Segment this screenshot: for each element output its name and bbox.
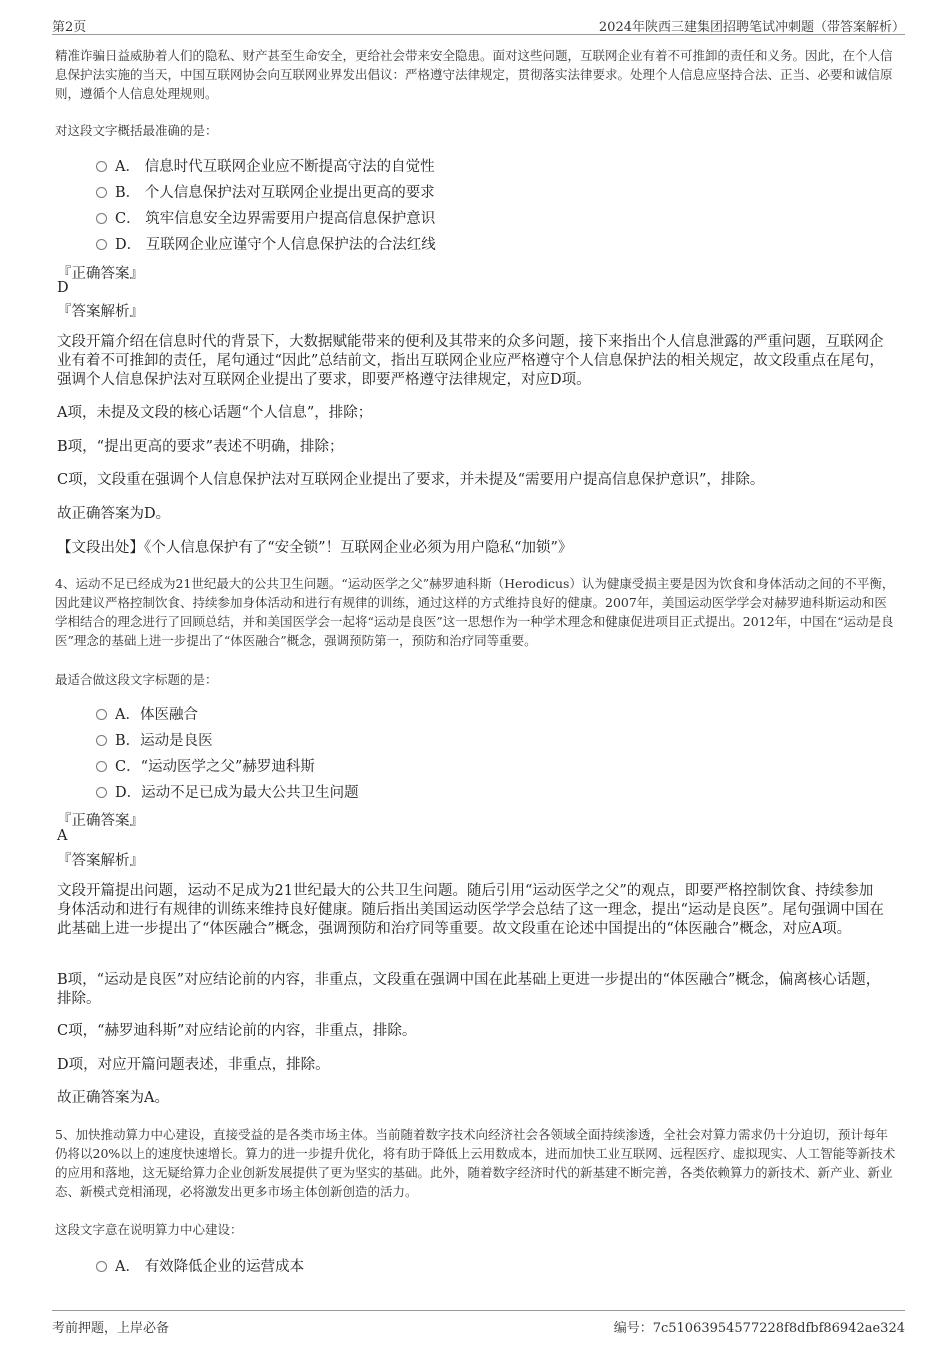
document-title: 2024年陕西三建集团招聘笔试冲刺题（带答案解析） bbox=[598, 20, 905, 35]
q4-analysis-c: C项，“赫罗迪科斯”对应结论前的内容，非重点，排除。 bbox=[57, 1023, 417, 1039]
q4-analysis-main: 文段开篇提出问题，运动不足成为21世纪最大的公共卫生问题。随后引用“运动医学之父”的观点，即要严格控制饮食、持续参加身体活动和进行有规律的训练来维持良好健康。随后指出美国运动医学学会总结了这一理念，提出“运动是良医”。尾句强调中国在此基础上进一步提出了“体医融合”概念，强调预防和治疗同等重要。故文段重在论述中国提出的“体医融合”概念，对应A项。 bbox=[57, 883, 884, 937]
q3-answer: D bbox=[57, 280, 69, 296]
q5-question: 这段文字意在说明算力中心建设： bbox=[55, 1222, 243, 1237]
radio-icon[interactable] bbox=[96, 239, 107, 250]
radio-icon[interactable] bbox=[96, 709, 107, 720]
q3-question: 对这段文字概括最准确的是： bbox=[55, 123, 218, 138]
radio-icon[interactable] bbox=[96, 761, 107, 772]
radio-icon[interactable] bbox=[96, 735, 107, 746]
q4-question: 最适合做这段文字标题的是： bbox=[55, 672, 218, 687]
footer-slogan: 考前押题，上岸必备 bbox=[52, 1321, 170, 1336]
q3-source: 【文段出处】《个人信息保护有了“安全锁”！互联网企业必须为用户隐私“加锁”》 bbox=[57, 540, 573, 556]
q3-analysis-main: 文段开篇介绍在信息时代的背景下，大数据赋能带来的便利及其带来的众多问题，接下来指出个人信息泄露的严重问题，互联网企业有着不可推卸的责任，尾句通过“因此”总结前文，指出互联网企业应严格遵守个人信息保护法的相关规定，故文段重点在尾句，强调个人信息保护法对互联网企业提出了要求，即要严格遵守法律规定，对应D项。 bbox=[57, 334, 884, 388]
q4-option-d[interactable]: D．运动不足已成为最大公共卫生问题 bbox=[96, 781, 359, 802]
q3-option-b[interactable]: B． 个人信息保护法对互联网企业提出更高的要求 bbox=[96, 181, 435, 202]
q4-option-a[interactable]: A．体医融合 bbox=[96, 703, 198, 724]
page-number: 第2页 bbox=[52, 20, 87, 35]
q3-option-d[interactable]: D． 互联网企业应谨守个人信息保护法的合法红线 bbox=[96, 233, 436, 254]
q4-conclusion: 故正确答案为A。 bbox=[57, 1090, 169, 1106]
q4-analysis-d: D项，对应开篇问题表述，非重点，排除。 bbox=[57, 1057, 330, 1073]
q4-answer-label: 『正确答案』 bbox=[57, 813, 144, 829]
q4-option-b[interactable]: B．运动是良医 bbox=[96, 729, 213, 750]
q3-option-a[interactable]: A． 信息时代互联网企业应不断提高守法的自觉性 bbox=[96, 155, 435, 176]
q4-passage: 4、运动不足已经成为21世纪最大的公共卫生问题。“运动医学之父”赫罗迪科斯（Herodicus）认为健康受损主要是因为饮食和身体活动之间的不平衡，因此建议严格控制饮食、持续参加身体活动和进行有规律的训练，通过这样的方式维持良好的健康。2007年，美国运动医学学会对赫罗迪科斯运动和医学相结合的理念进行了回顾总结，并和美国医学会一起将“运动是良医”这一思想作为一种学术理念和健康促进项目正式提出。2012年，中国在“运动是良医”理念的基础上进一步提出了“体医融合”概念，强调预防第一，预防和治疗同等重要。 bbox=[55, 576, 895, 648]
q3-passage: 精准诈骗日益威胁着人们的隐私、财产甚至生命安全，更给社会带来安全隐患。面对这些问题，互联网企业有着不可推卸的责任和义务。因此，在个人信息保护法实施的当天，中国互联网协会向互联网业界发出倡议：严格遵守法律规定，贯彻落实法律要求。处理个人信息应坚持合法、正当、必要和诚信原则，遵循个人信息处理规则。 bbox=[55, 48, 893, 101]
radio-icon[interactable] bbox=[96, 187, 107, 198]
q3-analysis-b: B项，“提出更高的要求”表述不明确，排除； bbox=[57, 439, 344, 455]
document-id: 编号：7c51063954577228f8dfbf86942ae324 bbox=[613, 1321, 905, 1336]
q4-option-c[interactable]: C．“运动医学之父”赫罗迪科斯 bbox=[96, 755, 315, 776]
page-header bbox=[52, 12, 905, 35]
page-footer bbox=[52, 1310, 905, 1341]
q3-analysis-label: 『答案解析』 bbox=[57, 304, 144, 320]
q3-option-c[interactable]: C． 筑牢信息安全边界需要用户提高信息保护意识 bbox=[96, 207, 435, 228]
q3-analysis-a: A项，未提及文段的核心话题“个人信息”，排除； bbox=[57, 405, 373, 421]
q4-analysis-b: B项，“运动是良医”对应结论前的内容，非重点，文段重在强调中国在此基础上更进一步提出的“体医融合”概念，偏离核心话题，排除。 bbox=[57, 972, 881, 1007]
q3-conclusion: 故正确答案为D。 bbox=[57, 506, 171, 522]
q3-answer-label: 『正确答案』 bbox=[57, 266, 144, 282]
q3-analysis-c: C项，文段重在强调个人信息保护法对互联网企业提出了要求，并未提及“需要用户提高信息保护意识”，排除。 bbox=[57, 472, 765, 488]
q5-option-a[interactable]: A． 有效降低企业的运营成本 bbox=[96, 1255, 304, 1276]
q5-passage: 5、加快推动算力中心建设，直接受益的是各类市场主体。当前随着数字技术向经济社会各领域全面持续渗透，全社会对算力需求仍十分迫切，预计每年仍将以20%以上的速度快速增长。算力的进一步提升优化，将有助于降低上云用数成本，进而加快工业互联网、远程医疗、虚拟现实、人工智能等新技术的应用和落地，这无疑给算力企业创新发展提供了更为坚实的基础。此外，随着数字经济时代的新基建不断完善，各类依赖算力的新技术、新产业、新业态、新模式竞相涌现，必将激发出更多市场主体创新创造的活力。 bbox=[55, 1127, 896, 1199]
radio-icon[interactable] bbox=[96, 161, 107, 172]
q4-analysis-label: 『答案解析』 bbox=[57, 853, 144, 869]
radio-icon[interactable] bbox=[96, 787, 107, 798]
q4-answer: A bbox=[57, 828, 68, 844]
radio-icon[interactable] bbox=[96, 1261, 107, 1272]
radio-icon[interactable] bbox=[96, 213, 107, 224]
